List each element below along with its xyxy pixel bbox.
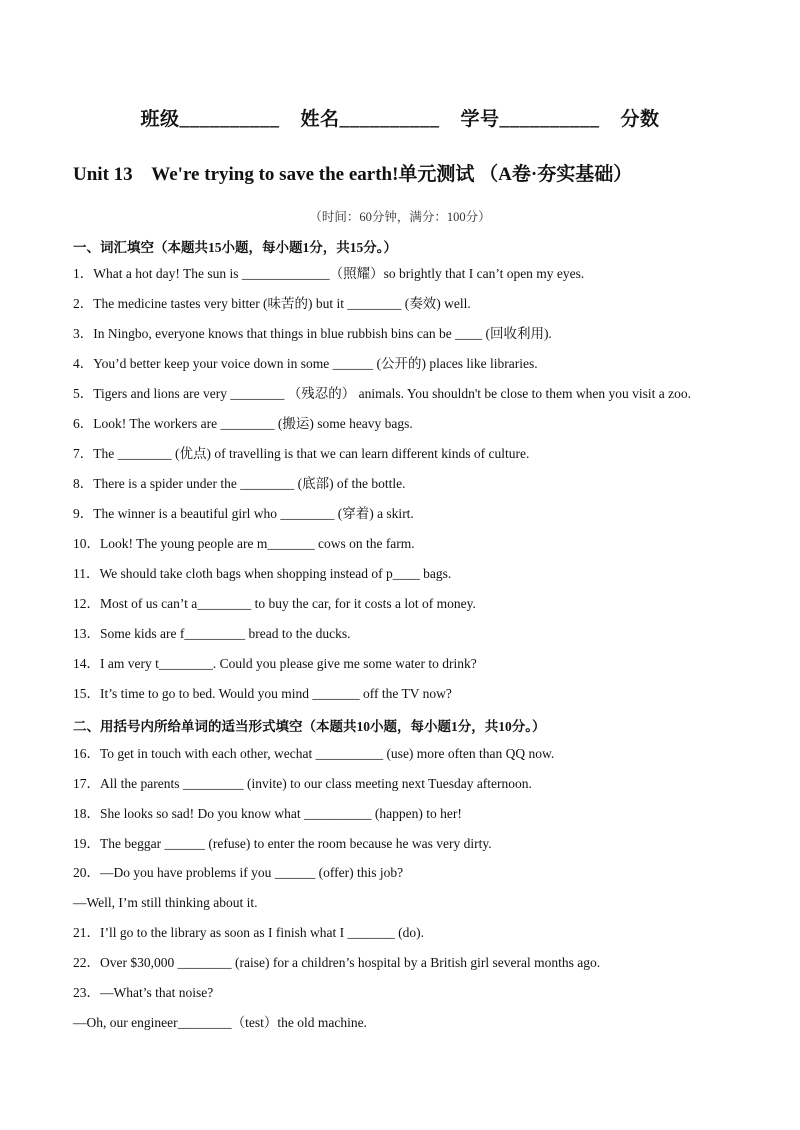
question-item: 14．I am very t________. Could you please give me some water to drink?	[73, 656, 477, 671]
question-item: 17．All the parents _________ (invite) to our class meeting next Tuesday afternoon.	[73, 776, 532, 791]
question-item: 13．Some kids are f_________ bread to the ducks.	[73, 626, 351, 641]
question-item: 5．Tigers and lions are very ________ （残忍的） animals. You shouldn't be close to them when you visit a zoo.	[73, 386, 692, 401]
question-item: 6．Look! The workers are ________ (搬运) some heavy bags.	[73, 416, 413, 431]
section-2-heading: 二、用括号内所给单词的适当形式填空（本题共10小题，每小题1分，共10分。）	[73, 719, 546, 734]
question-item: 4．You’d better keep your voice down in some ______ (公开的) places like libraries.	[73, 356, 538, 371]
question-item: 7．The ________ (优点) of travelling is that we can learn different kinds of culture.	[73, 446, 530, 461]
question-item: 8．There is a spider under the ________ (底部) of the bottle.	[73, 476, 406, 491]
answer-line: —Oh, our engineer________（test）the old machine.	[73, 1015, 367, 1030]
question-item: 18．She looks so sad! Do you know what __________ (happen) to her!	[73, 806, 462, 821]
question-item: 20．—Do you have problems if you ______ (offer) this job?	[73, 865, 404, 880]
question-item: 19．The beggar ______ (refuse) to enter the room because he was very dirty.	[73, 836, 492, 851]
page-title: Unit 13 We're trying to save the earth!单元测试 （A卷·夯实基础）	[73, 164, 633, 185]
section-1-heading: 一、词汇填空（本题共15小题，每小题1分，共15分。）	[73, 240, 397, 255]
question-item: 9．The winner is a beautiful girl who ________ (穿着) a skirt.	[73, 506, 414, 521]
question-item: 23．—What’s that noise?	[73, 985, 214, 1000]
question-item: 15．It’s time to go to bed. Would you mind _______ off the TV now?	[73, 686, 452, 701]
answer-line: —Well, I’m still thinking about it.	[73, 895, 258, 910]
question-item: 10．Look! The young people are m_______ cows on the farm.	[73, 536, 415, 551]
question-item: 1．What a hot day! The sun is _____________（照耀）so brightly that I can’t open my eyes.	[73, 266, 585, 281]
exam-time-score: （时间：60分钟，满分：100分）	[309, 210, 491, 224]
question-item: 3．In Ningbo, everyone knows that things in blue rubbish bins can be ____ (回收利用).	[73, 326, 552, 341]
question-item: 2．The medicine tastes very bitter (味苦的) but it ________ (奏效) well.	[73, 296, 471, 311]
question-item: 22．Over $30,000 ________ (raise) for a children’s hospital by a British girl several months ago.	[73, 955, 601, 970]
student-info-line: 班级__________ 姓名__________ 学号__________ 分数	[140, 109, 660, 130]
question-item: 21．I’ll go to the library as soon as I finish what I _______ (do).	[73, 925, 424, 940]
question-item: 16．To get in touch with each other, wechat __________ (use) more often than QQ now.	[73, 746, 555, 761]
question-item: 11．We should take cloth bags when shopping instead of p____ bags.	[73, 566, 452, 581]
question-item: 12．Most of us can’t a________ to buy the car, for it costs a lot of money.	[73, 596, 476, 611]
